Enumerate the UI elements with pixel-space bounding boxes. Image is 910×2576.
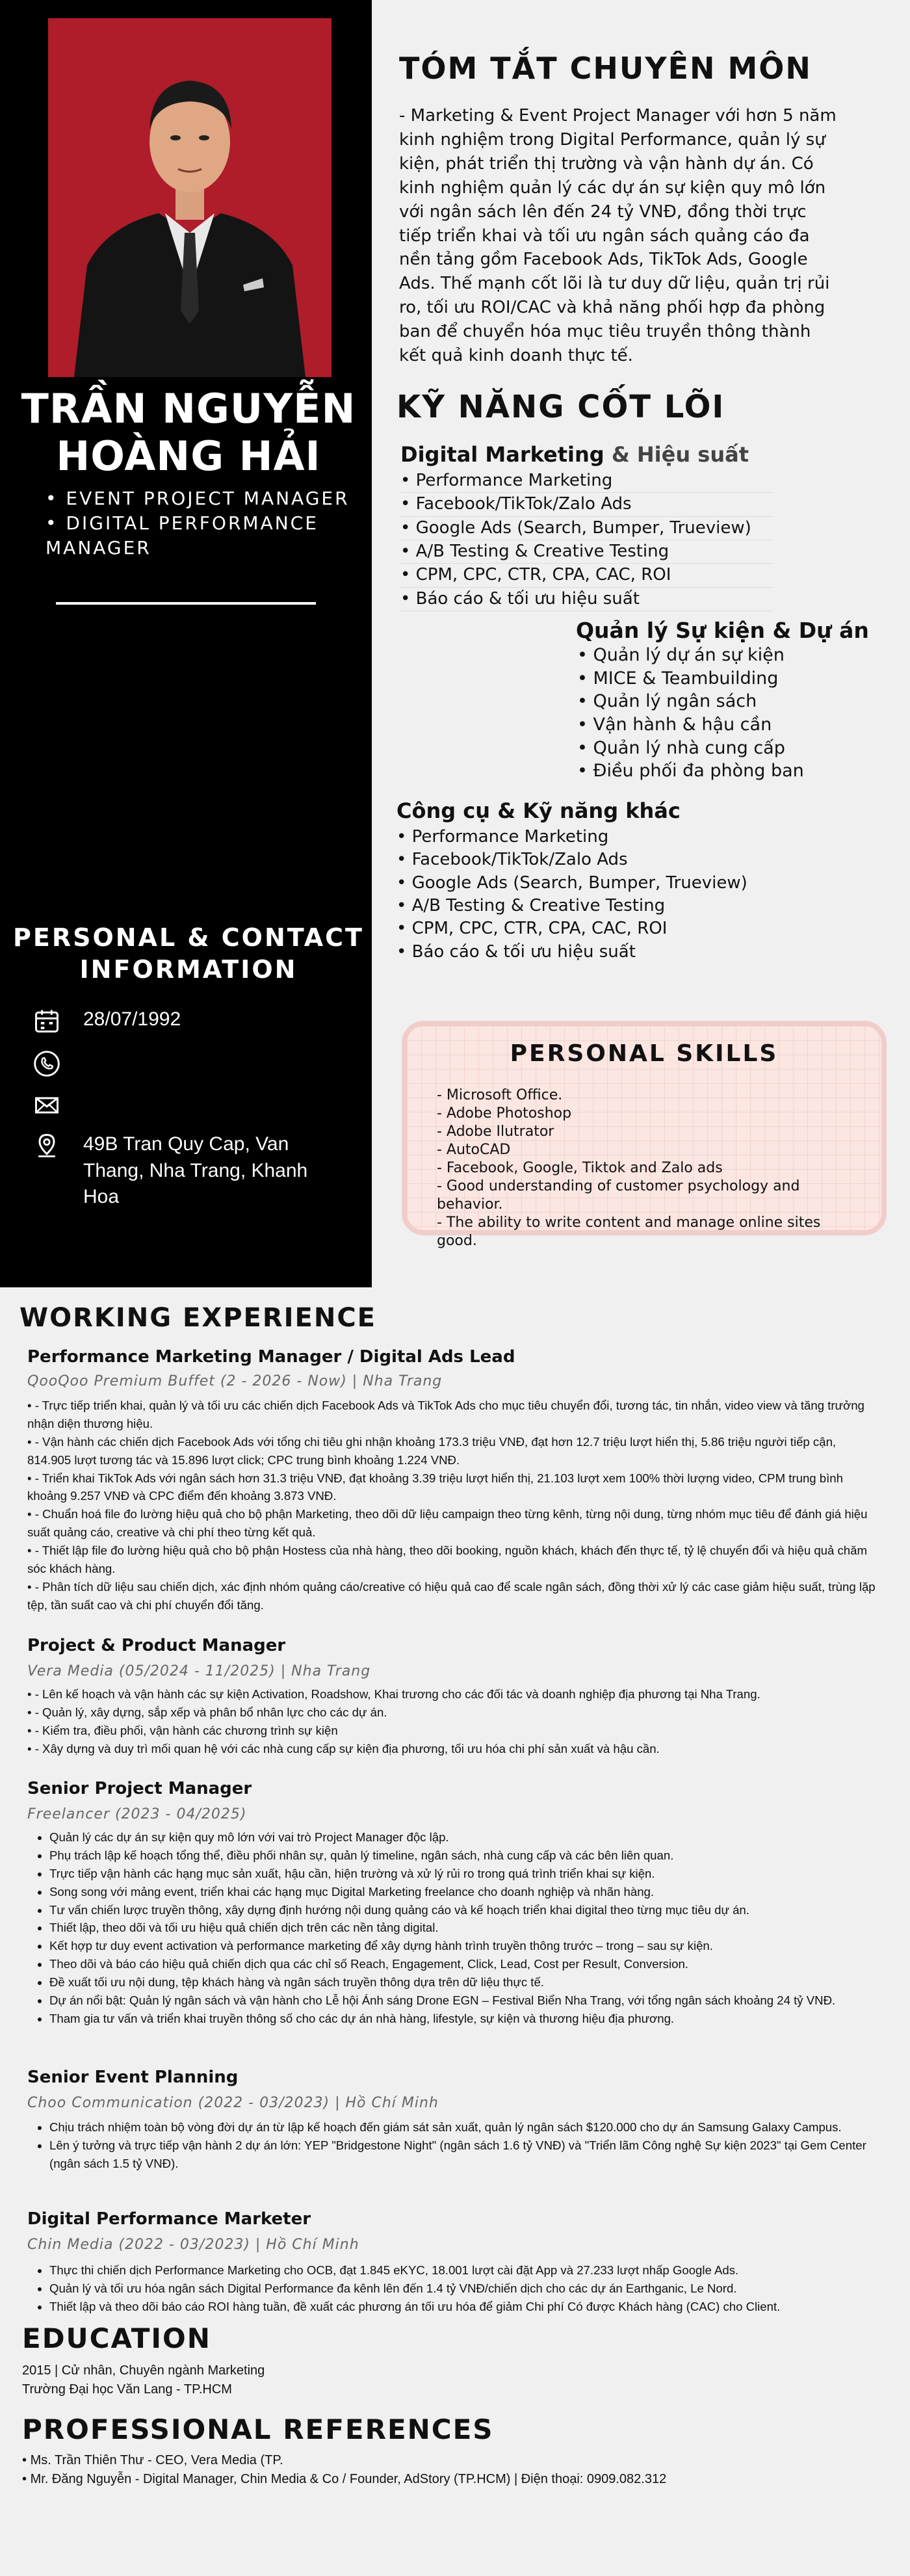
job-details bbox=[49, 1828, 881, 2028]
location-pin-icon bbox=[32, 1131, 61, 1160]
personal-skills-heading: PERSONAL SKILLS bbox=[510, 1040, 779, 1067]
job-detail-item: • Chịu trách nhiệm toàn bộ vòng đời dự án từ lập kế hoạch đến giám sát sản xuất, quản lý ngân sách $120.000 cho dự án Samsung Galaxy Campus. bbox=[49, 2118, 881, 2136]
email-row bbox=[32, 1091, 83, 1120]
digital-title-rest: & Hiệu suất bbox=[604, 442, 749, 467]
job-title: Digital Performance Marketer bbox=[27, 2209, 311, 2229]
reference-item: • Ms. Trần Thiên Thư - CEO, Vera Media (TP. bbox=[22, 2453, 283, 2467]
divider bbox=[56, 602, 316, 605]
job-detail-item: • Đề xuất tối ưu nội dung, tệp khách hàng và ngân sách truyền thông dựa trên dữ liệu thực tế. bbox=[49, 1973, 881, 1991]
skill-item: • Báo cáo & tối ưu hiệu suất bbox=[400, 588, 774, 611]
job-detail-item: • Thực thi chiến dịch Performance Marketing cho OCB, đạt 1.845 eKYC, 18.001 lượt cài đặt App và 27.233 lượt nhấp Google Ads. bbox=[49, 2261, 881, 2280]
job-detail-item: • Thiết lập và theo dõi báo cáo ROI hàng tuần, đề xuất các phương án tối ưu hóa để giảm Chi phí Có được Khách hàng (CAC) cho Client. bbox=[49, 2298, 881, 2316]
address-value: 49B Tran Quy Cap, Van Thang, Nha Trang, Khanh Hoa bbox=[83, 1133, 308, 1207]
job-title: Performance Marketing Manager / Digital Ads Lead bbox=[27, 1347, 515, 1367]
skill-item: • Google Ads (Search, Bumper, Trueview) bbox=[396, 872, 748, 895]
event-skills-list bbox=[577, 644, 804, 783]
education-line: Trường Đại học Văn Lang - TP.HCM bbox=[22, 2382, 232, 2397]
tools-skills-list bbox=[396, 826, 748, 964]
education-lines bbox=[22, 2361, 265, 2399]
skill-item: • Báo cáo & tối ưu hiệu suất bbox=[396, 941, 748, 964]
calendar-icon bbox=[32, 1006, 61, 1035]
job-detail-item: • Tham gia tư vấn và triển khai truyền thông số cho các dự án nhà hàng, lifestyle, sự kiện và thương hiệu địa phương. bbox=[49, 2010, 881, 2028]
event-skills-title: Quản lý Sự kiện & Dự án bbox=[576, 618, 869, 643]
birthday-value: 28/07/1992 bbox=[83, 1008, 181, 1030]
personal-skill-item: - Facebook, Google, Tiktok and Zalo ads bbox=[437, 1159, 723, 1176]
personal-skills-card bbox=[402, 1021, 887, 1249]
reference-item: • Mr. Đăng Nguyễn - Digital Manager, Chin Media & Co / Founder, AdStory (TP.HCM) | Điện thoại: 0909.082.312 bbox=[22, 2472, 667, 2486]
job-title: Senior Event Planning bbox=[27, 2068, 239, 2087]
job-detail-item: • - Phân tích dữ liệu sau chiến dịch, xác định nhóm quảng cáo/creative có hiệu quả cao để scale ngân sách, đồng thời xử lý các case giảm hiệu suất, trùng lặp tệp, tần suất cao và chi phí chuyển đổi tăng. bbox=[27, 1578, 879, 1614]
job-detail-item: • Song song với mảng event, triển khai các hạng mục Digital Marketing freelance cho doanh nghiệp và nhãn hàng. bbox=[49, 1883, 881, 1901]
job-details bbox=[49, 2261, 881, 2316]
portrait-image bbox=[48, 18, 332, 377]
skill-item: • CPM, CPC, CTR, CPA, CAC, ROI bbox=[400, 564, 774, 587]
job-detail-item: • Tư vấn chiến lược truyền thông, xây dựng định hướng nội dung quảng cáo và kế hoạch triển khai digital theo từng mục tiêu dự án. bbox=[49, 1901, 881, 1919]
experience-heading: WORKING EXPERIENCE bbox=[20, 1303, 377, 1333]
skill-item: • Quản lý ngân sách bbox=[577, 690, 804, 713]
reference-text: Ms. Trần Thiên Thư - CEO, Vera Media (TP. bbox=[30, 2453, 283, 2467]
job-detail-item: • - Vận hành các chiến dịch Facebook Ads với tổng chi tiêu ghi nhận khoảng 173.3 triệu VNĐ, đạt hơn 12.7 triệu lượt hiển thị, 5.86 triệu người tiếp cận, 814.905 lượt tương tác và 15.896 lượt click; CPC trung bình khoảng 1.224 VNĐ. bbox=[27, 1433, 879, 1469]
job-detail-item: • Lên ý tưởng và trực tiếp vận hành 2 dự án lớn: YEP "Bridgestone Night" (ngân sách 1.6 tỷ VNĐ) và "Triển lãm Công nghệ Sự kiện 2023" tại Gem Center (ngân sách 1.5 tỷ VNĐ). bbox=[49, 2136, 881, 2173]
profile-photo bbox=[48, 18, 332, 377]
skill-item: • Performance Marketing bbox=[400, 469, 774, 493]
personal-skill-item: - Adobe Photoshop bbox=[437, 1105, 572, 1122]
job-company: Freelancer (2023 - 04/2025) bbox=[27, 1806, 247, 1822]
job-detail-item: • - Xây dựng và duy trì mối quan hệ với các nhà cung cấp sự kiện địa phương, tối ưu hóa chi phí sản xuất và hậu cần. bbox=[27, 1740, 879, 1758]
personal-skill-item: - Adobe Ilutrator bbox=[437, 1123, 554, 1140]
job-company: Vera Media (05/2024 - 11/2025) | Nha Trang bbox=[27, 1663, 371, 1679]
sidebar bbox=[0, 0, 372, 1287]
job-company: Choo Communication (2022 - 03/2023) | Hồ Chí Minh bbox=[27, 2095, 439, 2111]
job-detail-item: • - Lên kế hoạch và vận hành các sự kiện Activation, Roadshow, Khai trương cho các đối tác và doanh nghiệp địa phương tại Nha Trang. bbox=[27, 1685, 879, 1703]
job-title: Project & Product Manager bbox=[27, 1636, 286, 1655]
skill-item: • Facebook/TikTok/Zalo Ads bbox=[396, 848, 748, 871]
skill-item: • MICE & Teambuilding bbox=[577, 667, 804, 690]
birthday-row bbox=[32, 1006, 181, 1035]
digital-title-bold: Digital Marketing bbox=[400, 442, 604, 467]
job-details bbox=[49, 2118, 881, 2173]
skill-item: • CPM, CPC, CTR, CPA, CAC, ROI bbox=[396, 917, 748, 940]
job-detail-item: • - Kiểm tra, điều phối, vận hành các chương trình sự kiện bbox=[27, 1722, 879, 1740]
job-details bbox=[27, 1397, 879, 1614]
skills-heading: KỸ NĂNG CỐT LÕI bbox=[396, 389, 725, 425]
references-list bbox=[22, 2451, 666, 2489]
phone-icon bbox=[32, 1049, 61, 1078]
references-heading: PROFESSIONAL REFERENCES bbox=[22, 2413, 494, 2445]
job-detail-item: • Thiết lập, theo dõi và tối ưu hiệu quả chiến dịch trên các nền tảng digital. bbox=[49, 1919, 881, 1937]
skill-item: • Quản lý nhà cung cấp bbox=[577, 737, 804, 760]
skill-item: • Facebook/TikTok/Zalo Ads bbox=[400, 493, 774, 516]
reference-text: Mr. Đăng Nguyễn - Digital Manager, Chin Media & Co / Founder, AdStory (TP.HCM) | Điện thoại: 0909.082.312 bbox=[30, 2472, 667, 2486]
job-title-item: • EVENT PROJECT MANAGER bbox=[46, 486, 358, 511]
skill-item: • Quản lý dự án sự kiện bbox=[577, 644, 804, 667]
address-row bbox=[32, 1131, 338, 1211]
personal-skill-item: - Microsoft Office. bbox=[437, 1087, 563, 1103]
job-detail-item: • - Triển khai TikTok Ads với ngân sách hơn 31.3 triệu VNĐ, đạt khoảng 3.39 triệu lượt hiển thị, 21.103 lượt xem 100% thời lượng video, CPM trung bình khoảng 9.257 VNĐ và CPC điểm đến khoảng 3.873 VNĐ. bbox=[27, 1469, 879, 1506]
job-detail-item: • - Trực tiếp triển khai, quản lý và tối ưu các chiến dịch Facebook Ads và TikTok Ads cho mục tiêu chuyển đổi, tương tác, tin nhắn, video view và tăng trưởng nhận diện thương hiệu. bbox=[27, 1397, 879, 1433]
job-company: QooQoo Premium Buffet (2 - 2026 - Now) | Nha Trang bbox=[27, 1373, 443, 1389]
personal-skills-list bbox=[437, 1086, 853, 1250]
contact-heading: PERSONAL & CONTACT INFORMATION bbox=[13, 923, 364, 984]
skill-item: • Vận hành & hậu cần bbox=[577, 713, 804, 737]
job-detail-item: • - Thiết lập file đo lường hiệu quả cho bộ phận Hostess của nhà hàng, theo dõi booking, nguồn khách, khách đến thực tế, tỷ lệ chuyển đổi và hiệu quả chăm sóc khách hàng. bbox=[27, 1542, 879, 1578]
job-detail-item: • Quản lý và tối ưu hóa ngân sách Digital Performance đa kênh lên đến 1.4 tỷ VNĐ/chiến dịch cho các dự án Earthganic, Le Nord. bbox=[49, 2280, 881, 2298]
skill-item: • Điều phối đa phòng ban bbox=[577, 759, 804, 783]
personal-skill-item: - The ability to write content and manage online sites good. bbox=[437, 1214, 821, 1249]
envelope-icon bbox=[32, 1091, 61, 1120]
digital-skills-list bbox=[400, 469, 774, 611]
summary-heading: TÓM TẮT CHUYÊN MÔN bbox=[399, 51, 812, 86]
job-titles bbox=[46, 486, 358, 560]
skill-item: • A/B Testing & Creative Testing bbox=[400, 540, 774, 564]
job-detail-item: • Dự án nổi bật: Quản lý ngân sách và vận hành cho Lễ hội Ánh sáng Drone EGN – Festival Biển Nha Trang, với tổng ngân sách khoảng 24 tỷ VNĐ. bbox=[49, 1991, 881, 2010]
skill-item: • Performance Marketing bbox=[396, 826, 748, 848]
phone-row bbox=[32, 1049, 83, 1078]
job-detail-item: • Theo dõi và báo cáo hiệu quả chiến dịch qua các chỉ số Reach, Engagement, Click, Lead, Cost per Result, Conversion. bbox=[49, 1955, 881, 1973]
job-details bbox=[27, 1685, 879, 1758]
personal-skill-item: - Good understanding of customer psychology and behavior. bbox=[437, 1177, 800, 1213]
education-heading: EDUCATION bbox=[22, 2322, 211, 2354]
job-detail-item: • Kết hợp tư duy event activation và performance marketing để xây dựng hành trình truyền thông trước – trong – sau sự kiện. bbox=[49, 1937, 881, 1955]
education-line: 2015 | Cử nhân, Chuyên ngành Marketing bbox=[22, 2363, 265, 2378]
job-detail-item: • - Chuẩn hoá file đo lường hiệu quả cho bộ phận Marketing, theo dõi dữ liệu campaign theo từng kênh, từng nội dung, từng nhóm mục tiêu để đánh giá hiệu suất quảng cáo, creative và chi phí theo từng kết quả. bbox=[27, 1505, 879, 1542]
person-name: TRẦN NGUYỄN HOÀNG HẢI bbox=[21, 385, 356, 480]
job-detail-item: • Phụ trách lập kế hoạch tổng thể, điều phối nhân sự, quản lý timeline, ngân sách, nhà cung cấp và các bên liên quan. bbox=[49, 1847, 881, 1865]
job-detail-item: • Quản lý các dự án sự kiện quy mô lớn với vai trò Project Manager độc lập. bbox=[49, 1828, 881, 1847]
summary-text: - Marketing & Event Project Manager với hơn 5 năm kinh nghiệm trong Digital Performance, quản lý sự kiện, phát triển thị trường và vận hành dự án. Có kinh nghiệm quản lý các dự án sự kiện quy mô lớn với ngân sách lên đến 24 tỷ VNĐ, đồng thời trực tiếp triển khai và tối ưu ngân sách quảng cáo đa nền tảng gồm Facebook Ads, TikTok Ads, Google Ads. Thế mạnh cốt lõi là tư duy dữ liệu, quản trị rủi ro, tối ưu ROI/CAC và khả năng phối hợp đa phòng ban để chuyển hóa mục tiêu truyền thông thành kết quả kinh doanh thực tế. bbox=[399, 106, 837, 366]
skill-item: • Google Ads (Search, Bumper, Trueview) bbox=[400, 517, 774, 540]
digital-skills-title bbox=[400, 442, 749, 467]
skill-item: • A/B Testing & Creative Testing bbox=[396, 895, 748, 917]
job-detail-item: • Trực tiếp vận hành các hạng mục sản xuất, hậu cần, hiện trường và xử lý rủi ro trong quá trình triển khai sự kiện. bbox=[49, 1865, 881, 1883]
job-title: Senior Project Manager bbox=[27, 1779, 252, 1798]
job-company: Chin Media (2022 - 03/2023) | Hồ Chí Minh bbox=[27, 2237, 359, 2253]
personal-skill-item: - AutoCAD bbox=[437, 1141, 511, 1158]
tools-skills-title: Công cụ & Kỹ năng khác bbox=[396, 798, 681, 823]
job-title-item: • DIGITAL PERFORMANCE MANAGER bbox=[46, 511, 358, 560]
job-detail-item: • - Quản lý, xây dựng, sắp xếp và phân bổ nhân lực cho các dự án. bbox=[27, 1703, 879, 1722]
